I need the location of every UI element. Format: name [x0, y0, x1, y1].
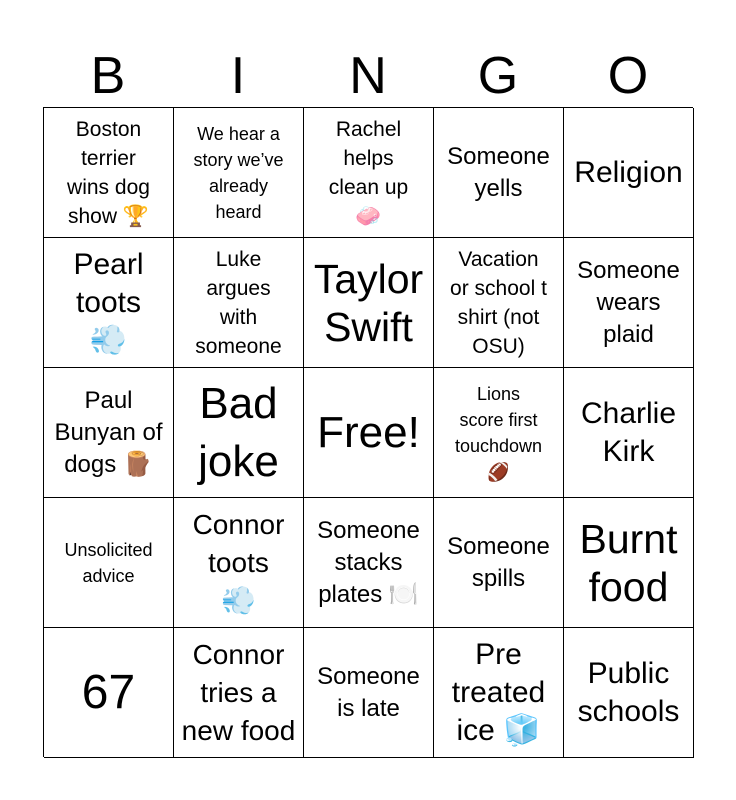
bingo-cell[interactable] — [174, 368, 304, 498]
cell-text: Free! — [317, 407, 420, 457]
cell-text: Burnt food — [579, 515, 678, 610]
bingo-cell[interactable] — [174, 108, 304, 238]
bingo-cell[interactable] — [304, 628, 434, 758]
bingo-cell[interactable] — [434, 108, 564, 238]
cell-text: Someone stacks plates 🍽️ — [317, 516, 420, 608]
bingo-cell[interactable] — [564, 628, 694, 758]
cell-text: Pre treated ice 🧊 — [451, 637, 546, 747]
bingo-cell[interactable] — [44, 628, 174, 758]
cell-text: We hear a story we’ve already heard — [193, 123, 284, 222]
bingo-cell[interactable] — [434, 238, 564, 368]
bingo-cell[interactable] — [564, 498, 694, 628]
bingo-cell[interactable] — [304, 238, 434, 368]
bingo-cell[interactable] — [44, 108, 174, 238]
cell-text: Someone wears plaid — [577, 256, 680, 348]
cell-text: Boston terrier wins dog show 🏆 — [67, 117, 150, 228]
cell-text: Connor toots 💨 — [192, 508, 285, 616]
header-letter-g: G — [477, 47, 519, 105]
bingo-cell[interactable] — [434, 498, 564, 628]
bingo-cell[interactable] — [44, 368, 174, 498]
free-space[interactable] — [304, 368, 434, 498]
bingo-cell[interactable] — [564, 108, 694, 238]
bingo-cell[interactable] — [304, 108, 434, 238]
cell-text: Someone is late — [317, 662, 420, 722]
cell-text: 67 — [81, 665, 136, 719]
bingo-cell[interactable] — [434, 628, 564, 758]
bingo-cell[interactable] — [564, 238, 694, 368]
bingo-cell[interactable] — [434, 368, 564, 498]
bingo-cell[interactable] — [304, 498, 434, 628]
cell-text: Unsolicited advice — [64, 539, 153, 586]
bingo-cell[interactable] — [174, 498, 304, 628]
header-letter-n: N — [349, 47, 387, 105]
header-letter-o: O — [607, 47, 649, 105]
cell-text: Someone spills — [447, 532, 550, 592]
bingo-cell[interactable] — [174, 628, 304, 758]
bingo-cell[interactable] — [564, 368, 694, 498]
cell-text: Vacation or school t shirt (not OSU) — [450, 247, 547, 358]
cell-text: Taylor Swift — [313, 255, 424, 350]
cell-text: Someone yells — [447, 142, 550, 202]
cell-text: Connor tries a new food — [181, 638, 296, 746]
cell-text: Public schools — [577, 656, 680, 728]
cell-text: Bad joke — [198, 378, 279, 486]
cell-text: Lions score first touchdown 🏈 — [454, 383, 543, 482]
bingo-board — [43, 107, 693, 757]
cell-text: Luke argues with someone — [195, 247, 282, 358]
bingo-cell[interactable] — [44, 498, 174, 628]
cell-text: Paul Bunyan of dogs 🪵 — [54, 386, 163, 478]
header-letter-b: B — [90, 47, 126, 105]
cell-text: Pearl toots 💨 — [73, 247, 144, 357]
bingo-cell[interactable] — [44, 238, 174, 368]
cell-text: Religion — [574, 155, 683, 189]
bingo-header — [43, 45, 693, 107]
cell-text: Rachel helps clean up 🧼 — [328, 117, 409, 228]
cell-text: Charlie Kirk — [580, 396, 677, 468]
bingo-cell[interactable] — [174, 238, 304, 368]
header-letter-i: I — [230, 47, 246, 105]
